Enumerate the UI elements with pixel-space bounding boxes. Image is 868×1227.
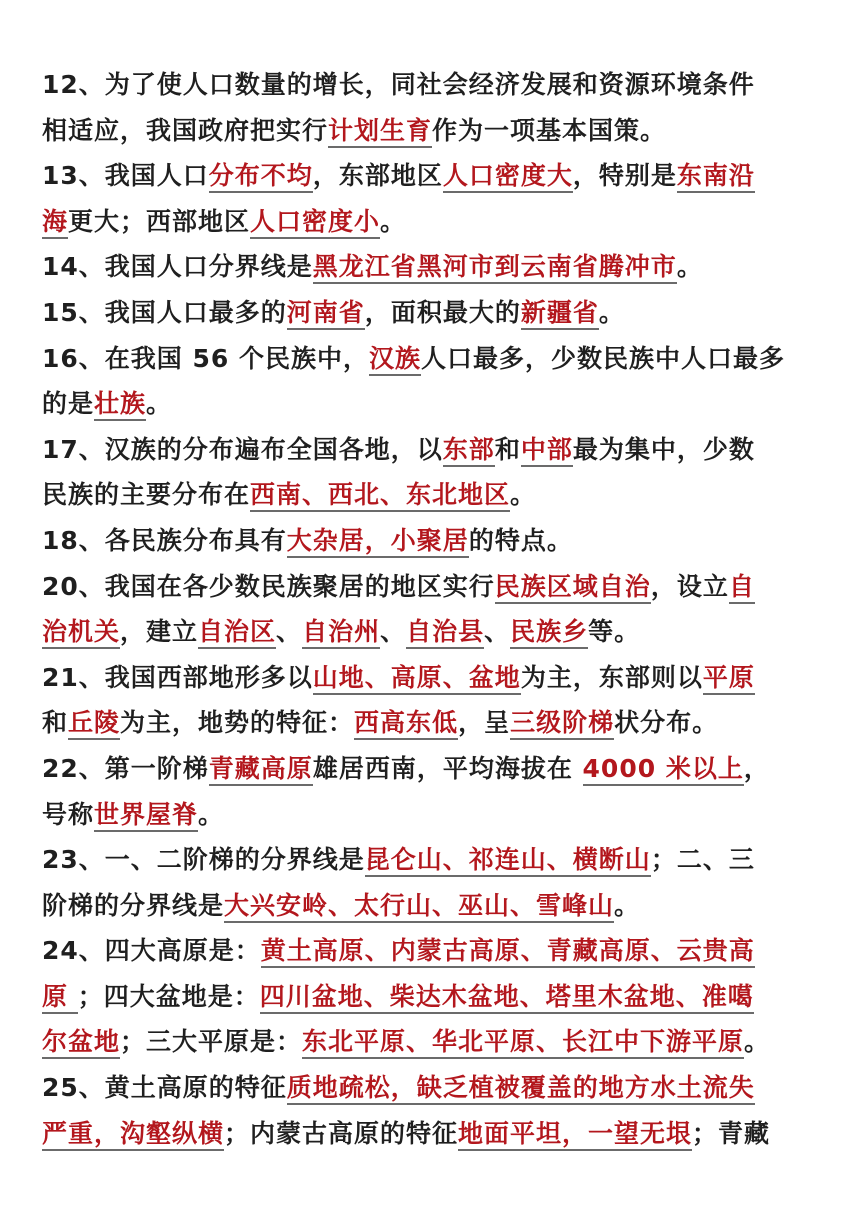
plain-text: 、: [276, 617, 303, 647]
plain-text: 22、第一阶梯: [42, 753, 209, 783]
plain-text: ；青藏: [692, 1118, 771, 1148]
plain-text: 等。: [588, 617, 641, 647]
text-line: [42, 1065, 838, 1111]
highlighted-answer: 自治州: [302, 617, 380, 649]
highlighted-answer: 青藏高原: [209, 754, 313, 786]
text-line: [42, 1111, 838, 1157]
plain-text: 人口最多，少数民族中人口最多: [421, 343, 786, 373]
highlighted-answer: 东北平原、华北平原、长江中下游平原: [302, 1027, 744, 1059]
text-line: [42, 928, 838, 974]
highlighted-answer: 尔盆地: [42, 1027, 120, 1059]
plain-text: 号称: [42, 799, 95, 829]
plain-text: ；四大盆地是：: [77, 981, 260, 1011]
highlighted-answer: 丘陵: [68, 708, 120, 740]
text-line: [42, 609, 838, 655]
text-line: [42, 244, 838, 290]
text-line: [42, 1019, 838, 1065]
plain-text: 24、四大高原是：: [42, 936, 261, 966]
text-line: [42, 837, 838, 883]
plain-text: 的是: [42, 389, 95, 419]
plain-text: ，面积最大的: [364, 297, 521, 327]
plain-text: 。: [614, 890, 641, 920]
highlighted-answer: 原: [42, 982, 78, 1014]
plain-text: 的特点。: [468, 525, 573, 555]
text-line: [42, 381, 838, 427]
highlighted-answer: 黄土高原、内蒙古高原、青藏高原、云贵高: [261, 936, 755, 968]
highlighted-answer: 地面平坦，一望无垠: [458, 1119, 692, 1151]
highlighted-answer: 新疆省: [521, 298, 599, 330]
text-line: [42, 518, 838, 564]
text-line: [42, 746, 838, 792]
highlighted-answer: 山地、高原、盆地: [313, 663, 521, 695]
plain-text: 。: [198, 799, 225, 829]
text-line: [42, 336, 838, 382]
plain-text: ；内蒙古高原的特征: [224, 1118, 459, 1148]
highlighted-answer: 计划生育: [328, 116, 432, 148]
text-line: [42, 883, 838, 929]
plain-text: 更大；西部地区: [68, 206, 251, 236]
plain-text: 作为一项基本国策。: [432, 115, 667, 145]
highlighted-answer: 海: [42, 207, 68, 239]
text-line: [42, 199, 838, 245]
plain-text: 为主，东部则以: [520, 662, 703, 692]
plain-text: 和: [494, 434, 521, 464]
plain-text: 。: [510, 480, 537, 510]
highlighted-answer: 自治县: [406, 617, 484, 649]
highlighted-answer: 黑龙江省黑河市到云南省腾冲市: [313, 252, 677, 284]
highlighted-answer: 汉族: [369, 344, 421, 376]
text-line: [42, 62, 838, 108]
plain-text: ，设立: [650, 571, 729, 601]
highlighted-answer: 四川盆地、柴达木盆地、塔里木盆地、准噶: [260, 982, 754, 1014]
highlighted-answer: 治机关: [42, 617, 120, 649]
highlighted-answer: 严重，沟壑纵横: [42, 1119, 224, 1151]
plain-text: ，呈: [458, 708, 511, 738]
plain-text: ，: [743, 753, 770, 783]
highlighted-answer: 民族区域自治: [495, 572, 651, 604]
text-line: [42, 290, 838, 336]
plain-text: 最为集中，少数: [572, 434, 755, 464]
highlighted-answer: 自治区: [198, 617, 276, 649]
plain-text: 18、各民族分布具有: [42, 525, 287, 555]
highlighted-answer: 分布不均: [209, 161, 313, 193]
plain-text: 。: [744, 1027, 771, 1057]
plain-text: 阶梯的分界线是: [42, 890, 225, 920]
plain-text: ，特别是: [572, 161, 677, 191]
plain-text: 14、我国人口分界线是: [42, 252, 313, 282]
text-line: [42, 974, 838, 1020]
plain-text: 15、我国人口最多的: [42, 297, 287, 327]
highlighted-answer: 自: [729, 572, 755, 604]
highlighted-answer: 中部: [521, 435, 573, 467]
highlighted-answer: 壮族: [94, 389, 146, 421]
plain-text: 雄居西南，平均海拔在: [312, 753, 583, 783]
highlighted-answer: 西南、西北、东北地区: [250, 480, 510, 512]
highlighted-answer: 民族乡: [510, 617, 588, 649]
plain-text: ；三大平原是：: [120, 1027, 303, 1057]
highlighted-answer: 东南沿: [677, 161, 755, 193]
plain-text: 状分布。: [614, 708, 719, 738]
highlighted-answer: 大兴安岭、太行山、巫山、雪峰山: [224, 891, 614, 923]
highlighted-answer: 4000 米以上: [583, 754, 744, 786]
highlighted-answer: 西高东低: [354, 708, 458, 740]
plain-text: 相适应，我国政府把实行: [42, 115, 329, 145]
plain-text: 25、黄土高原的特征: [42, 1073, 287, 1103]
plain-text: 20、我国在各少数民族聚居的地区实行: [42, 571, 495, 601]
plain-text: 。: [146, 389, 173, 419]
plain-text: 16、在我国 56 个民族中，: [42, 343, 369, 373]
text-line: [42, 700, 838, 746]
plain-text: 和: [42, 708, 69, 738]
highlighted-answer: 质地疏松，缺乏植被覆盖的地方水土流失: [287, 1073, 755, 1105]
text-line: [42, 472, 838, 518]
plain-text: 。: [380, 206, 407, 236]
plain-text: 12、为了使人口数量的增长，同社会经济发展和资源环境条件: [42, 70, 755, 99]
plain-text: ，建立: [120, 617, 199, 647]
plain-text: 、: [380, 617, 407, 647]
highlighted-answer: 河南省: [287, 298, 365, 330]
plain-text: 、: [484, 617, 511, 647]
plain-text: 。: [598, 297, 625, 327]
highlighted-answer: 昆仑山、祁连山、横断山: [365, 845, 651, 877]
highlighted-answer: 人口密度小: [250, 207, 380, 239]
highlighted-answer: 大杂居，小聚居: [287, 526, 469, 558]
text-line: [42, 427, 838, 473]
text-line: [42, 655, 838, 701]
plain-text: 21、我国西部地形多以: [42, 662, 313, 692]
text-line: [42, 792, 838, 838]
plain-text: 13、我国人口: [42, 161, 209, 191]
plain-text: 。: [676, 252, 703, 282]
plain-text: 为主，地势的特征：: [120, 708, 355, 738]
text-line: [42, 153, 838, 199]
plain-text: 民族的主要分布在: [42, 480, 251, 510]
plain-text: 23、一、二阶梯的分界线是: [42, 845, 365, 875]
text-line: [42, 108, 838, 154]
plain-text: 17、汉族的分布遍布全国各地，以: [42, 434, 443, 464]
highlighted-answer: 东部: [443, 435, 495, 467]
text-line: [42, 564, 838, 610]
plain-text: ，东部地区: [312, 161, 443, 191]
highlighted-answer: 人口密度大: [443, 161, 573, 193]
highlighted-answer: 平原: [703, 663, 755, 695]
highlighted-answer: 三级阶梯: [510, 708, 614, 740]
plain-text: ；二、三: [650, 845, 755, 875]
highlighted-answer: 世界屋脊: [94, 800, 198, 832]
